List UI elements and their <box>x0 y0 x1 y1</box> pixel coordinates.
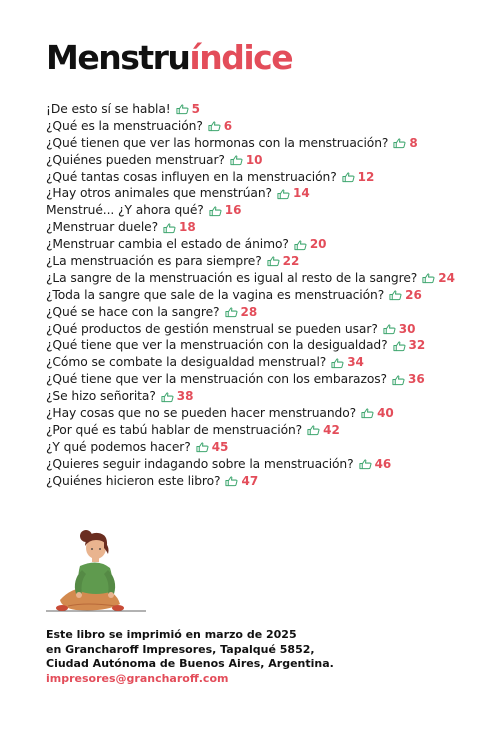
pointing-hand-icon <box>294 239 307 251</box>
toc-item[interactable] <box>46 473 476 490</box>
toc-page-number: 5 <box>191 102 200 116</box>
page-title <box>46 38 292 78</box>
toc-item[interactable] <box>46 388 476 405</box>
pointing-hand-icon <box>208 120 221 132</box>
toc-page-number: 8 <box>409 135 418 150</box>
toc-item[interactable] <box>46 202 476 219</box>
pointing-hand-icon <box>359 458 372 470</box>
toc-item[interactable] <box>46 337 476 354</box>
colophon <box>46 628 334 686</box>
girl-sitting-illustration <box>46 522 146 614</box>
toc-item-title: ¿Qué tantas cosas influyen en la menstruación? <box>46 169 337 184</box>
table-of-contents <box>46 101 476 489</box>
toc-item-title: ¡De esto sí se habla! <box>46 102 171 116</box>
pointing-hand-icon <box>389 289 402 301</box>
toc-page-number: 16 <box>224 203 242 218</box>
toc-item[interactable] <box>46 354 476 371</box>
toc-item[interactable] <box>46 371 476 388</box>
pointing-hand-icon <box>422 272 435 284</box>
toc-page-number: 30 <box>398 321 416 336</box>
toc-page-number: 22 <box>282 254 300 269</box>
toc-page-number: 24 <box>438 270 455 285</box>
toc-page-number: 28 <box>240 304 258 319</box>
toc-item[interactable] <box>46 287 476 304</box>
pointing-hand-icon <box>209 205 222 217</box>
toc-item-title: ¿Qué tiene que ver la menstruación con la desigualdad? <box>46 338 388 353</box>
pointing-hand-icon <box>277 188 290 200</box>
colophon-line-1: Este libro se imprimió en marzo de 2025 <box>46 628 297 641</box>
toc-item-title: ¿Qué tiene que ver la menstruación con los embarazos? <box>46 372 387 387</box>
toc-item[interactable] <box>46 219 476 236</box>
toc-item-title: ¿Quiénes pueden menstruar? <box>46 152 225 167</box>
toc-item[interactable] <box>46 135 476 152</box>
toc-page-number: 38 <box>176 389 194 404</box>
toc-page-number: 20 <box>309 237 327 252</box>
toc-page-number: 14 <box>292 186 310 201</box>
pointing-hand-icon <box>225 475 238 487</box>
toc-item[interactable] <box>46 422 476 439</box>
title-part-1: Menstru <box>46 38 190 77</box>
pointing-hand-icon <box>342 171 355 183</box>
pointing-hand-icon <box>161 391 174 403</box>
toc-page-number: 10 <box>245 152 263 167</box>
toc-item-title: ¿Qué se hace con la sangre? <box>46 304 220 319</box>
toc-item-title: ¿Quieres seguir indagando sobre la menstruación? <box>46 456 354 471</box>
toc-item-title: ¿Quiénes hicieron este libro? <box>46 473 221 488</box>
pointing-hand-icon <box>361 407 374 419</box>
pointing-hand-icon <box>225 306 238 318</box>
toc-page-number: 34 <box>347 355 364 370</box>
toc-item[interactable] <box>46 405 476 422</box>
toc-item[interactable] <box>46 169 476 186</box>
toc-item-title: ¿La sangre de la menstruación es igual al resto de la sangre? <box>46 270 418 285</box>
pointing-hand-icon <box>393 340 406 352</box>
toc-page-number: 26 <box>405 287 422 302</box>
toc-item[interactable] <box>46 304 476 321</box>
toc-item-title: ¿Cómo se combate la desigualdad menstrual? <box>46 355 327 370</box>
pointing-hand-icon <box>176 103 189 115</box>
toc-page-number: 6 <box>223 118 233 133</box>
toc-item[interactable] <box>46 439 476 456</box>
toc-item-title: Menstrué... ¿Y ahora qué? <box>46 203 204 218</box>
toc-item[interactable] <box>46 321 476 338</box>
toc-item-title: ¿Qué tienen que ver las hormonas con la menstruación? <box>46 135 389 150</box>
toc-item-title: ¿Hay cosas que no se pueden hacer menstruando? <box>46 406 357 421</box>
toc-item[interactable] <box>46 101 476 118</box>
pointing-hand-icon <box>163 222 176 234</box>
toc-item[interactable] <box>46 152 476 169</box>
toc-page-number: 46 <box>374 456 392 471</box>
toc-page-number: 18 <box>179 220 196 235</box>
toc-item[interactable] <box>46 253 476 270</box>
toc-page-number: 42 <box>323 422 340 437</box>
pointing-hand-icon <box>392 374 405 386</box>
pointing-hand-icon <box>307 424 320 436</box>
toc-item-title: ¿Qué es la menstruación? <box>46 118 203 133</box>
pointing-hand-icon <box>331 357 344 369</box>
toc-item[interactable] <box>46 236 476 253</box>
toc-item[interactable] <box>46 456 476 473</box>
toc-item-title: ¿La menstruación es para siempre? <box>46 254 262 269</box>
toc-item[interactable] <box>46 118 476 135</box>
pointing-hand-icon <box>196 441 209 453</box>
toc-item-title: ¿Qué productos de gestión menstrual se pueden usar? <box>46 321 378 336</box>
toc-item-title: ¿Menstruar cambia el estado de ánimo? <box>46 237 289 252</box>
toc-item-title: ¿Y qué podemos hacer? <box>46 439 191 454</box>
toc-item[interactable] <box>46 270 476 287</box>
pointing-hand-icon <box>383 323 396 335</box>
toc-page-number: 40 <box>377 406 394 421</box>
colophon-line-3: Ciudad Autónoma de Buenos Aires, Argentina. <box>46 657 334 670</box>
toc-item-title: ¿Por qué es tabú hablar de menstruación? <box>46 422 303 437</box>
pointing-hand-icon <box>267 255 280 267</box>
toc-item[interactable] <box>46 185 476 202</box>
toc-item-title: ¿Se hizo señorita? <box>46 389 156 404</box>
pointing-hand-icon <box>393 137 406 149</box>
toc-page-number: 12 <box>357 169 375 184</box>
toc-page-number: 47 <box>241 473 259 488</box>
pointing-hand-icon <box>230 154 243 166</box>
toc-item-title: ¿Toda la sangre que sale de la vagina es menstruación? <box>46 287 385 302</box>
toc-item-title: ¿Hay otros animales que menstrúan? <box>46 186 272 201</box>
colophon-line-2: en Grancharoff Impresores, Tapalqué 5852, <box>46 642 315 656</box>
toc-page-number: 36 <box>407 372 425 387</box>
toc-page-number: 45 <box>211 439 229 454</box>
publisher-email-link[interactable]: impresores@grancharoff.com <box>46 671 229 685</box>
toc-page-number: 32 <box>408 338 426 353</box>
toc-item-title: ¿Menstruar duele? <box>46 220 159 235</box>
title-part-2: índice <box>189 38 293 77</box>
